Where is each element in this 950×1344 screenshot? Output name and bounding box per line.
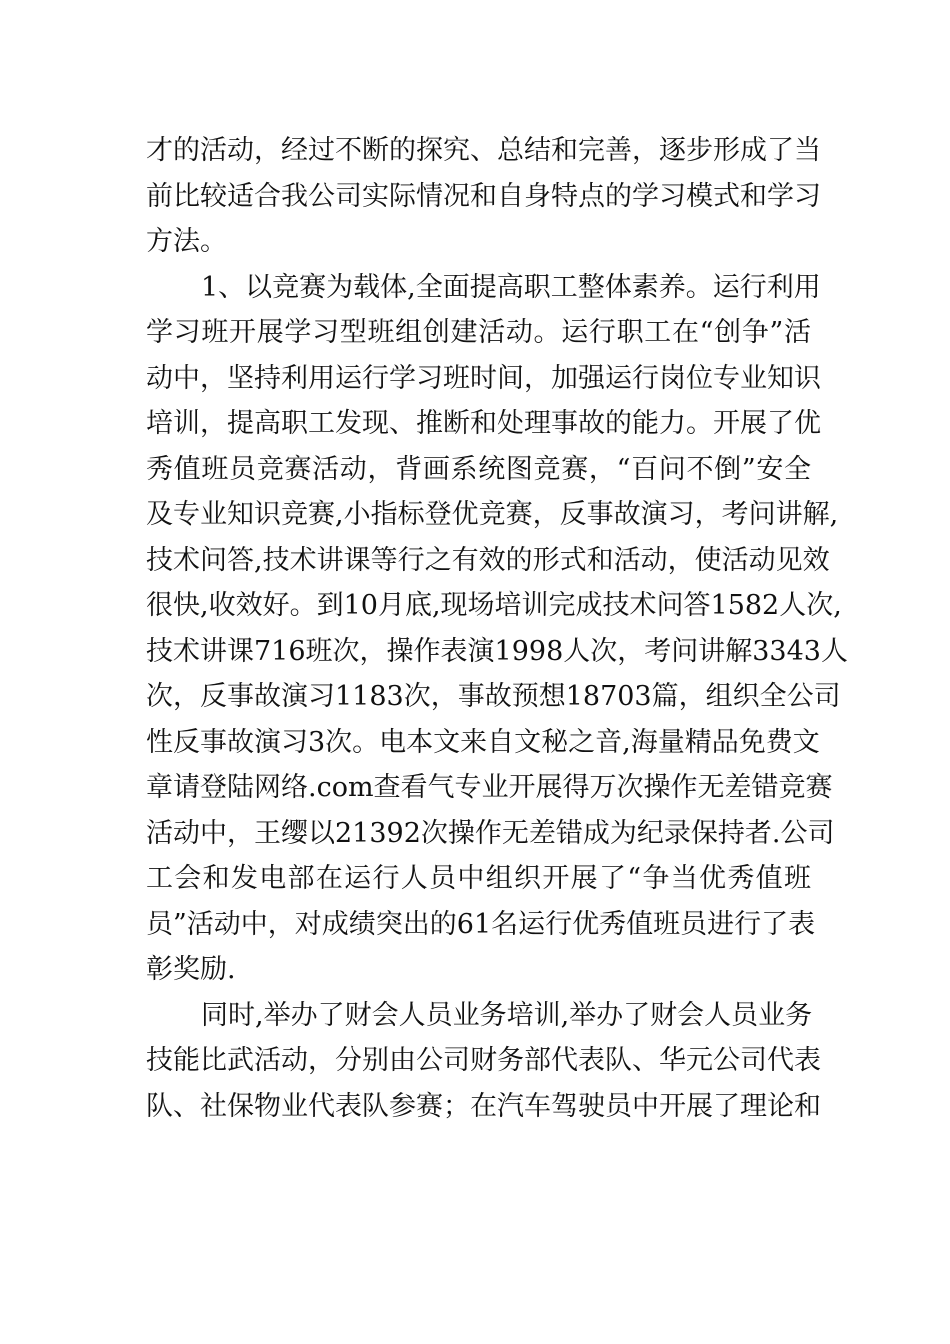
text-line: 活动中，王缨以21392次操作无差错成为纪录保持者.公司 bbox=[146, 817, 835, 849]
text-line: 及专业知识竞赛,小指标登优竞赛，反事故演习，考问讲解, bbox=[146, 499, 839, 530]
text-line: 员”活动中，对成绩突出的61名运行优秀值班员进行了表 bbox=[146, 908, 816, 940]
text-line: 队、社保物业代表队参赛；在汽车驾驶员中开展了理论和 bbox=[146, 1090, 821, 1122]
text-line: 方法。 bbox=[146, 226, 227, 257]
body-text bbox=[146, 128, 848, 1129]
text-line: 章请登陆网络.com查看气专业开展得万次操作无差错竞赛 bbox=[146, 772, 833, 803]
text-line: 同时,举办了财会人员业务培训,举办了财会人员业务 bbox=[201, 999, 813, 1031]
text-line: 次，反事故演习1183次，事故预想18703篇，组织全公司 bbox=[146, 681, 841, 712]
text-line: 前比较适合我公司实际情况和自身特点的学习模式和学习 bbox=[146, 180, 821, 212]
text-line: 培训，提高职工发现、推断和处理事故的能力。开展了优 bbox=[146, 408, 821, 439]
text-line: 才的活动，经过不断的探究、总结和完善，逐步形成了当 bbox=[146, 135, 821, 166]
text-line: 工会和发电部在运行人员中组织开展了“争当优秀值班 bbox=[146, 863, 811, 894]
text-line: 彰奖励. bbox=[146, 954, 236, 985]
text-line: 学习班开展学习型班组创建活动。运行职工在“创争”活 bbox=[146, 317, 811, 348]
text-line: 很快,收效好。到10月底,现场培训完成技术问答1582人次, bbox=[146, 590, 842, 621]
text-line: 1、以竞赛为载体,全面提高职工整体素养。运行利用 bbox=[201, 271, 821, 303]
text-line: 技术讲课716班次，操作表演1998人次，考问讲解3343人 bbox=[146, 635, 848, 667]
text-line: 技能比武活动，分别由公司财务部代表队、华元公司代表 bbox=[146, 1045, 821, 1076]
text-line: 秀值班员竞赛活动，背画系统图竞赛，“百问不倒”安全 bbox=[146, 453, 811, 485]
text-line: 动中，坚持利用运行学习班时间，加强运行岗位专业知识 bbox=[146, 362, 821, 394]
text-line: 性反事故演习3次。电本文来自文秘之音,海量精品免费文 bbox=[146, 726, 820, 758]
text-line: 技术问答,技术讲课等行之有效的形式和活动，使活动见效 bbox=[146, 544, 830, 576]
